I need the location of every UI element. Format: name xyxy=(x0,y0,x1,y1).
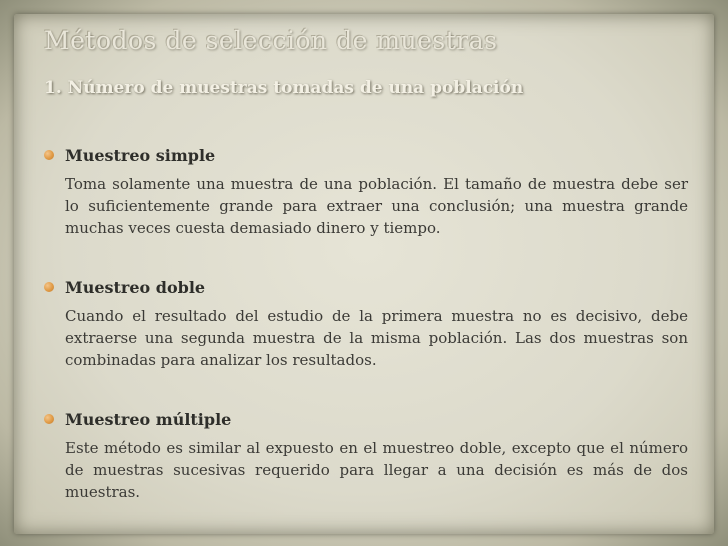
slide-title: Métodos de selección de muestras xyxy=(44,26,498,55)
section-muestreo-doble xyxy=(44,275,688,371)
section-muestreo-simple xyxy=(44,143,688,239)
section-label: Muestreo doble xyxy=(65,277,206,297)
section-label: Muestreo múltiple xyxy=(65,409,232,429)
orange-circle-bullet-icon xyxy=(44,150,54,160)
section-text: Este método es similar al expuesto en el muestreo doble, excepto que el número de muestras sucesivas requerido para llegar a una decisión es más de dos muestras. xyxy=(65,439,688,501)
section-text: Cuando el resultado del estudio de la primera muestra no es decisivo, debe extraerse una segunda muestra de la misma población. Las dos muestras son combinadas para analizar los resultados. xyxy=(65,307,688,369)
orange-circle-bullet-icon xyxy=(44,282,54,292)
slide-subtitle: 1. Número de muestras tomadas de una población xyxy=(44,78,524,98)
orange-circle-bullet-icon xyxy=(44,414,54,424)
section-heading xyxy=(44,407,688,431)
section-label: Muestreo simple xyxy=(65,145,216,165)
section-heading xyxy=(44,275,688,299)
section-heading xyxy=(44,143,688,167)
section-text: Toma solamente una muestra de una población. El tamaño de muestra debe ser lo suficientemente grande para extraer una conclusión; una muestra grande muchas veces cuesta demasiado dinero y tiempo. xyxy=(65,175,688,237)
section-muestreo-multiple xyxy=(44,407,688,503)
